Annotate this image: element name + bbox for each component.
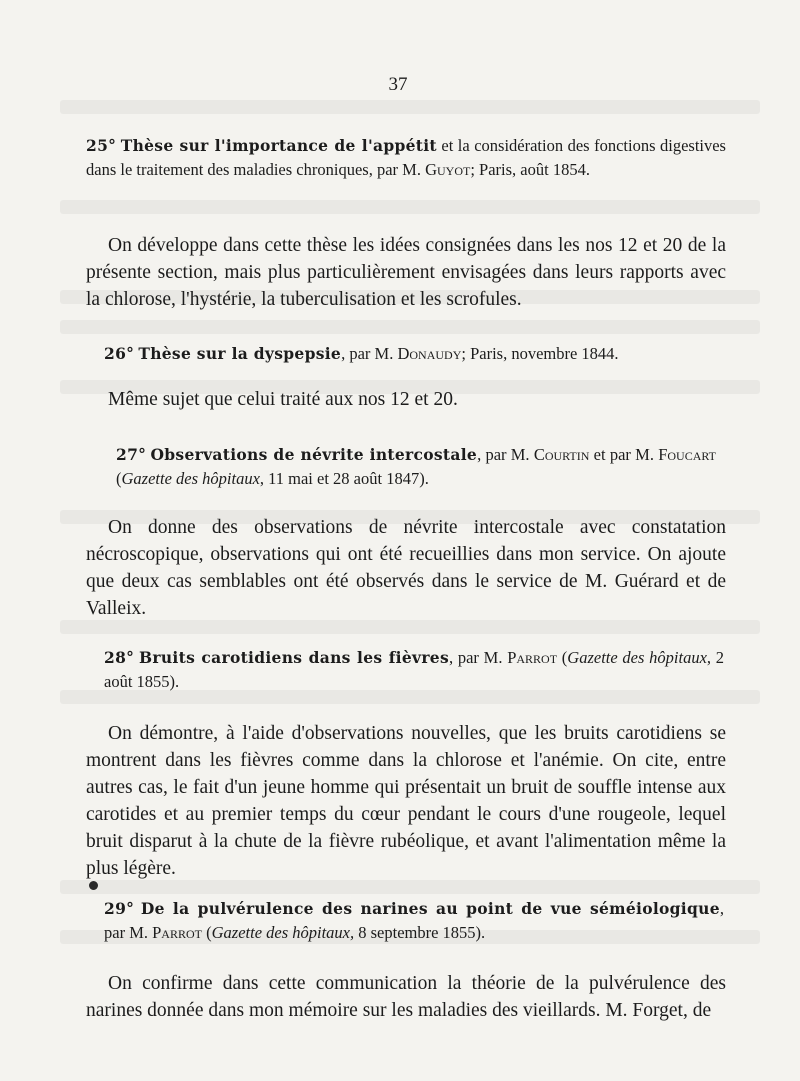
entry-author: Guyot (425, 160, 471, 179)
entry-25-heading (86, 134, 726, 182)
entry-tail: , 11 mai et 28 août 1847). (259, 469, 429, 488)
entry-author: Parrot (152, 923, 202, 942)
page-number: 37 (388, 74, 408, 95)
entry-number: 26° (104, 344, 135, 363)
entry-author: Parrot (507, 648, 558, 667)
entry-28-heading: 28° Bruits carotidiens dans les fièvres, par M. Parrot (Gazette des hôpitaux, 2 août 1855). (104, 648, 725, 691)
bleed-through-line (60, 880, 760, 894)
entry-number: 29° (104, 899, 135, 918)
entry-author: Foucart (658, 445, 716, 464)
entry-29-heading: 29° De la pulvérulence des narines au point de vue séméiologique, par M. Parrot (Gazette des hôpitaux, 8 septembre 1855). (104, 899, 724, 942)
bleed-through-line (60, 620, 760, 634)
entry-text: , par M. (341, 344, 398, 363)
entry-number: 28° (104, 648, 135, 667)
entry-27-heading: 27° Observations de névrite intercostale, par M. Courtin et par M. Foucart (Gazette des hôpitaux, 11 mai et 28 août 1847). (116, 445, 716, 488)
entry-author: Donaudy (397, 344, 462, 363)
entry-29-summary: On confirme dans cette communication la théorie de la pulvérulence des narines donnée dans mon mémoire sur les maladies des vieillards. M. Forget, de (86, 973, 726, 1021)
entry-title: De la pulvérulence des narines au point de vue séméiologique (140, 899, 720, 918)
entry-journal: Gazette des hôpitaux (121, 469, 260, 488)
entry-text: , par M. (477, 445, 534, 464)
entry-text: , par M. (104, 899, 724, 942)
entry-title: Thèse sur l'importance de l'appétit (120, 136, 437, 155)
entry-tail: 8 septembre 1855). (354, 923, 486, 942)
entry-26-summary: Même sujet que celui traité aux nos 12 et 20. (108, 389, 458, 410)
entry-title: Thèse sur la dyspepsie (138, 344, 342, 363)
entry-number: 27° (116, 445, 147, 464)
entry-text: , par M. (448, 648, 508, 667)
entry-tail: ; Paris, novembre 1844. (461, 344, 619, 363)
bleed-through-line (60, 320, 760, 334)
entry-tail: , 2 août 1855). (104, 648, 725, 691)
entry-text: et la considération des fonctions digestives dans le traitement des maladies chroniques, par M. (86, 136, 726, 179)
entry-25-summary: On développe dans cette thèse les idées consignées dans les nos 12 et 20 de la présente section, mais plus particulièrement envisagées dans leurs rapports avec la chlorose, l'hystérie, la tuberculisation et les scrofules. (86, 235, 726, 310)
entry-text: et par M. (589, 445, 659, 464)
entry-journal: Gazette des hôpitaux (567, 648, 707, 667)
entry-26-heading (104, 342, 724, 366)
ink-spot (89, 881, 98, 890)
entry-author: Courtin (533, 445, 590, 464)
entry-title: Bruits carotidiens dans les fièvres (138, 648, 449, 667)
entry-tail: ; Paris, août 1854. (470, 160, 590, 179)
entry-28-summary: On démontre, à l'aide d'observations nouvelles, que les bruits carotidiens se montrent dans les fièvres comme dans la chlorose et l'anémie. On cite, entre autres cas, le fait d'un jeune homme qui présentait un bruit de souffle intense aux carotides et au premier temps du cœur pendant le cours d'une rougeole, lequel bruit disparut à la chute de la fièvre rubéolique, et avant l'alimentation même la plus légère. (86, 723, 726, 879)
bleed-through-line (60, 100, 760, 114)
entry-journal: Gazette des hôpitaux, (211, 923, 355, 942)
entry-27-summary: On donne des observations de névrite intercostale avec constatation nécroscopique, observations qui ont été recueillies dans mon service. On ajoute que deux cas semblables ont été observés dans le service de M. Guérard et de Valleix. (86, 517, 726, 619)
bleed-through-line (60, 200, 760, 214)
entry-number: 25° (86, 136, 117, 155)
entry-title: Observations de névrite intercostale (150, 445, 478, 464)
